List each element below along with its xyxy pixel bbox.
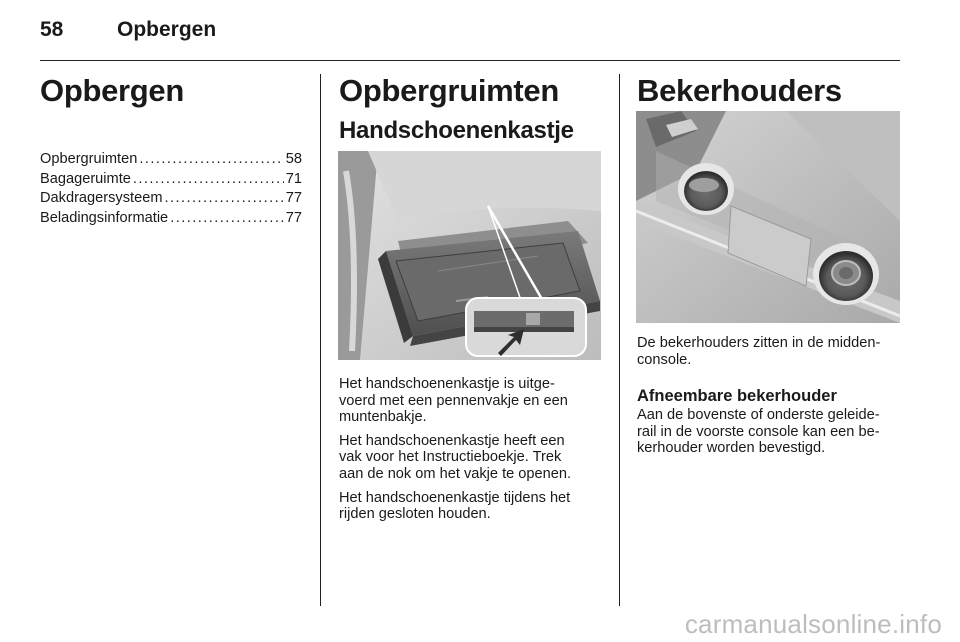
paragraph: Het handschoenenkastje tijdens het rijden gesloten houden. — [339, 489, 571, 523]
toc-entry-page: 58 — [285, 151, 302, 167]
toc-entry[interactable] — [40, 209, 302, 229]
toc-entry-page: 71 — [285, 170, 302, 187]
section-title: Bekerhouders — [637, 73, 842, 108]
running-title: Opbergen — [117, 18, 217, 41]
toc-leader-dots — [139, 150, 283, 170]
header-rule — [40, 60, 900, 61]
toc-leader-dots — [133, 170, 284, 190]
toc-leader-dots — [170, 209, 284, 229]
toc-leader-dots — [164, 189, 283, 209]
toc-entry-label: Dakdragersysteem — [40, 190, 163, 207]
toc-entry-label: Beladingsinformatie — [40, 209, 169, 226]
paragraph: Het handschoenenkastje heeft een vak voor het Instructieboekje. Trek aan de nok om het vakje te openen. — [339, 432, 572, 482]
paragraph: De bekerhouders zitten in de midden- console. — [637, 335, 881, 368]
column-divider — [619, 74, 620, 606]
toc-entry-label: Bagageruimte — [40, 170, 131, 187]
section-title: Opbergruimten — [339, 73, 560, 108]
cupholder-description — [637, 335, 907, 457]
toc-entry[interactable] — [40, 170, 302, 190]
glovebox-illustration — [338, 151, 601, 360]
paragraph: Het handschoenenkastje is uitge- voerd met een pennenvakje en een muntenbakje. — [339, 376, 568, 426]
section-subtitle: Handschoenenkastje — [339, 117, 574, 144]
sub-heading: Afneembare bekerhouder — [637, 387, 837, 406]
glovebox-description — [339, 376, 605, 530]
toc-entry-label: Opbergruimten — [40, 151, 138, 167]
table-of-contents — [40, 150, 302, 228]
paragraph: Aan de bovenste of onderste geleide- rail in de voorste console kan een be- kerhouder worden bevestigd. — [637, 407, 880, 457]
toc-entry[interactable] — [40, 150, 302, 170]
page-number: 58 — [40, 18, 64, 41]
chapter-title: Opbergen — [40, 73, 185, 108]
cupholder-illustration — [636, 111, 900, 323]
column-divider — [320, 74, 321, 606]
toc-entry[interactable] — [40, 189, 302, 209]
toc-entry-page: 77 — [285, 190, 302, 207]
toc-entry-page: 77 — [285, 209, 302, 226]
watermark: carmanualsonline.info — [684, 609, 942, 639]
